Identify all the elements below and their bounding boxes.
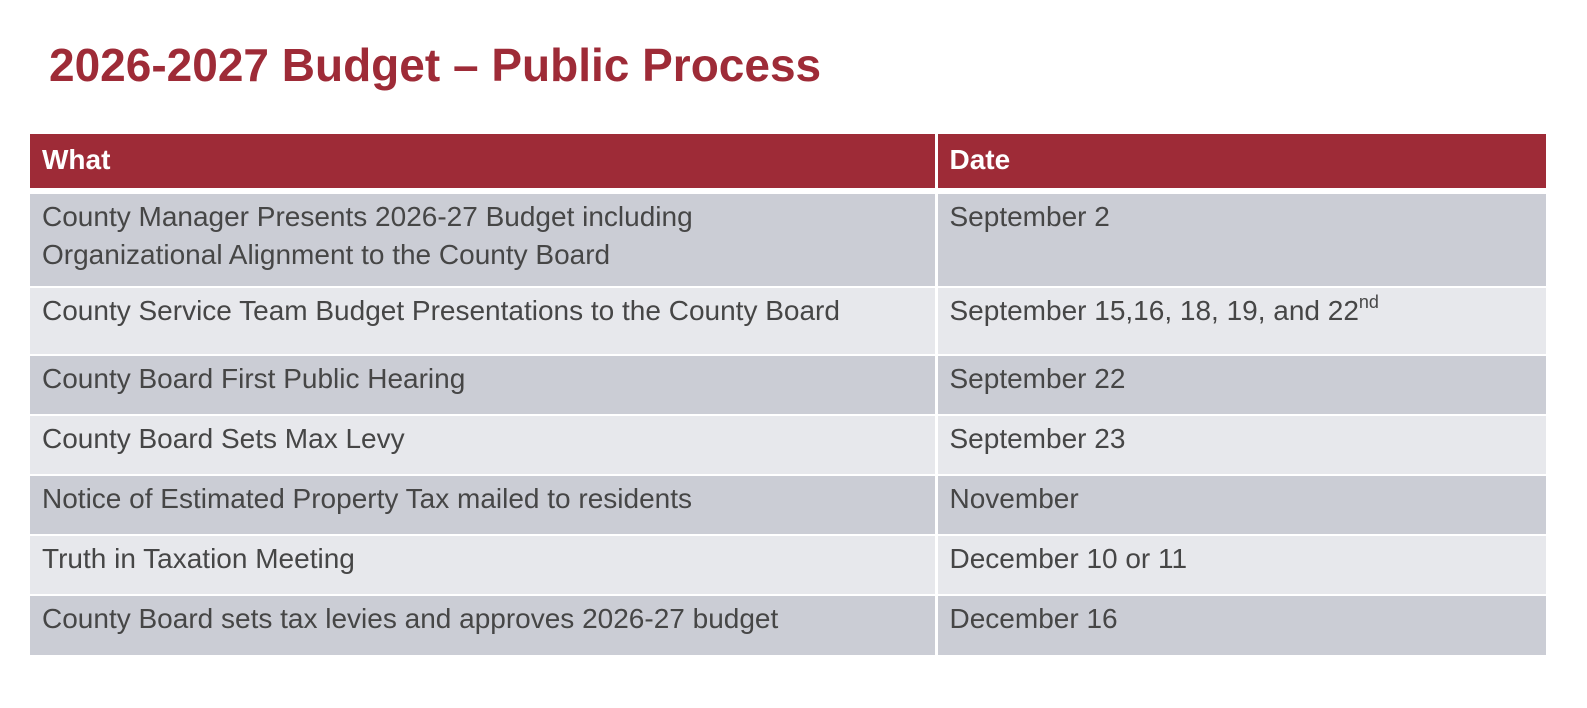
schedule-table xyxy=(30,134,1546,655)
column-header-date: Date xyxy=(936,134,1546,191)
ordinal-suffix: nd xyxy=(1358,292,1379,312)
date-cell: November xyxy=(936,475,1546,535)
column-header-what: What xyxy=(30,134,936,191)
what-text-line-1: County Manager Presents 2026-27 Budget including xyxy=(42,201,693,232)
date-cell: September 23 xyxy=(936,415,1546,475)
date-cell xyxy=(936,287,1546,355)
what-cell: County Board sets tax levies and approves 2026-27 budget xyxy=(30,595,936,655)
page-title: 2026-2027 Budget – Public Process xyxy=(49,39,822,91)
what-cell xyxy=(30,191,936,287)
table-row xyxy=(30,595,1546,655)
table-header-row xyxy=(30,134,1546,191)
table-row xyxy=(30,355,1546,415)
date-cell: September 2 xyxy=(936,191,1546,287)
what-text-line-2: Organizational Alignment to the County Board xyxy=(42,239,611,270)
what-cell: Notice of Estimated Property Tax mailed to residents xyxy=(30,475,936,535)
table-row xyxy=(30,475,1546,535)
table-row xyxy=(30,191,1546,287)
table-row xyxy=(30,535,1546,595)
date-cell: September 22 xyxy=(936,355,1546,415)
date-cell: December 16 xyxy=(936,595,1546,655)
table-row xyxy=(30,287,1546,355)
what-cell: County Board Sets Max Levy xyxy=(30,415,936,475)
what-cell: County Board First Public Hearing xyxy=(30,355,936,415)
what-cell: Truth in Taxation Meeting xyxy=(30,535,936,595)
date-cell: December 10 or 11 xyxy=(936,535,1546,595)
what-cell: County Service Team Budget Presentations to the County Board xyxy=(30,287,936,355)
table-row xyxy=(30,415,1546,475)
date-text: September 15,16, 18, 19, and 22 xyxy=(949,295,1359,326)
